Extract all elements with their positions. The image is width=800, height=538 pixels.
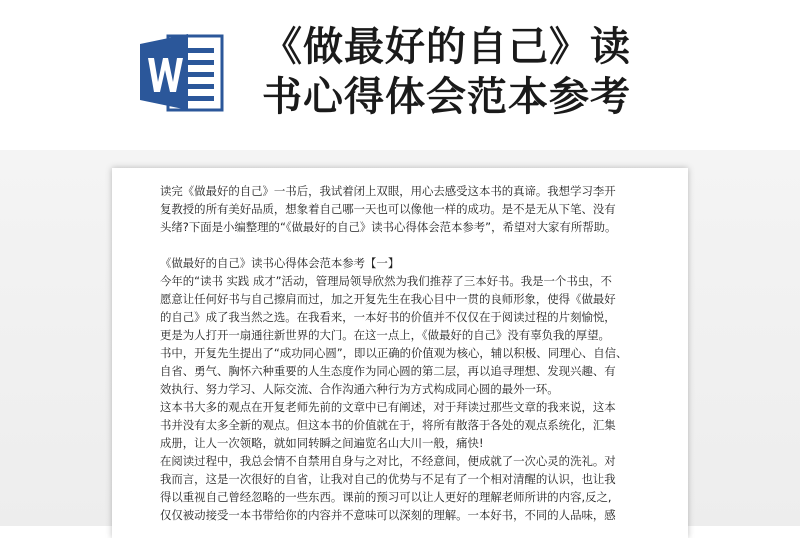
body-line: 更是为人打开一扇通往新世界的大门。在这一点上，《做最好的自己》没有辜负我的厚望。 bbox=[160, 328, 610, 342]
title-line-2: 书心得体会范本参考 bbox=[262, 74, 631, 120]
body-line: 书中，开复先生提出了“成功同心圆”，即以正确的价值观为核心，辅以积极、同理心、自信、 bbox=[160, 346, 628, 360]
body-line: 效执行、努力学习、人际交流、合作沟通六种行为方式构成同心圆的最外一环。 bbox=[160, 382, 559, 396]
body-line: 我而言，这是一次很好的自省，让我对自己的优势与不足有了一个相对清醒的认识，也让我 bbox=[160, 472, 616, 486]
intro-line: 读完《做最好的自己》一书后，我试着闭上双眼，用心去感受这本书的真谛。我想学习李开 bbox=[160, 184, 616, 198]
intro-line: 头绪?下面是小编整理的“《做最好的自己》读书心得体会范本参考”，希望对大家有所帮助。 bbox=[160, 220, 617, 234]
title-line-1: 《做最好的自己》读 bbox=[262, 24, 631, 70]
body-line: 在阅读过程中，我总会情不自禁用自身与之对比，不经意间，便成就了一次心灵的洗礼。对 bbox=[160, 454, 616, 468]
document-body bbox=[160, 182, 648, 524]
body-line: 得以重视自己曾经忽略的一些东西。课前的预习可以让人更好的理解老师所讲的内容,反之, bbox=[160, 490, 612, 504]
body-line: 书并没有太多全新的观点。但这本书的价值就在于，将所有散落于各处的观点系统化，汇集 bbox=[160, 418, 616, 432]
body-line: 今年的“读书 实践 成才”活动，管理局领导欣然为我们推荐了三本好书。我是一个书虫，不 bbox=[160, 274, 612, 288]
body-line: 自省、勇气、胸怀六种重要的人生态度作为同心圆的第二层，再以追寻理想、发现兴趣、有 bbox=[160, 364, 616, 378]
body-line: 愿意让任何好书与自己擦肩而过，加之开复先生在我心目中一贯的良师形象，使得《做最好 bbox=[160, 292, 616, 306]
header-banner bbox=[0, 0, 800, 160]
word-document-icon bbox=[138, 30, 228, 114]
page-title bbox=[262, 22, 782, 122]
body-line: 这本书大多的观点在开复老师先前的文章中已有阐述，对于拜读过那些文章的我来说，这本 bbox=[160, 400, 616, 414]
section-heading: 《做最好的自己》读书心得体会范本参考【一】 bbox=[160, 256, 400, 270]
body-line: 成册，让人一次领略，就如同转瞬之间遍览名山大川一般，痛快! bbox=[160, 436, 484, 450]
paragraph-gap bbox=[160, 236, 648, 254]
body-line: 的自己》成了我当然之选。在我看来，一本好书的价值并不仅仅在于阅读过程的片刻愉悦， bbox=[160, 310, 616, 324]
body-line: 仅仅被动接受一本书带给你的内容并不意味可以深刻的理解。一本好书，不同的人品味，感 bbox=[160, 508, 616, 522]
document-page bbox=[112, 168, 688, 538]
intro-line: 复教授的所有美好品质，想象着自己哪一天也可以像他一样的成功。是不是无从下笔、没有 bbox=[160, 202, 616, 216]
